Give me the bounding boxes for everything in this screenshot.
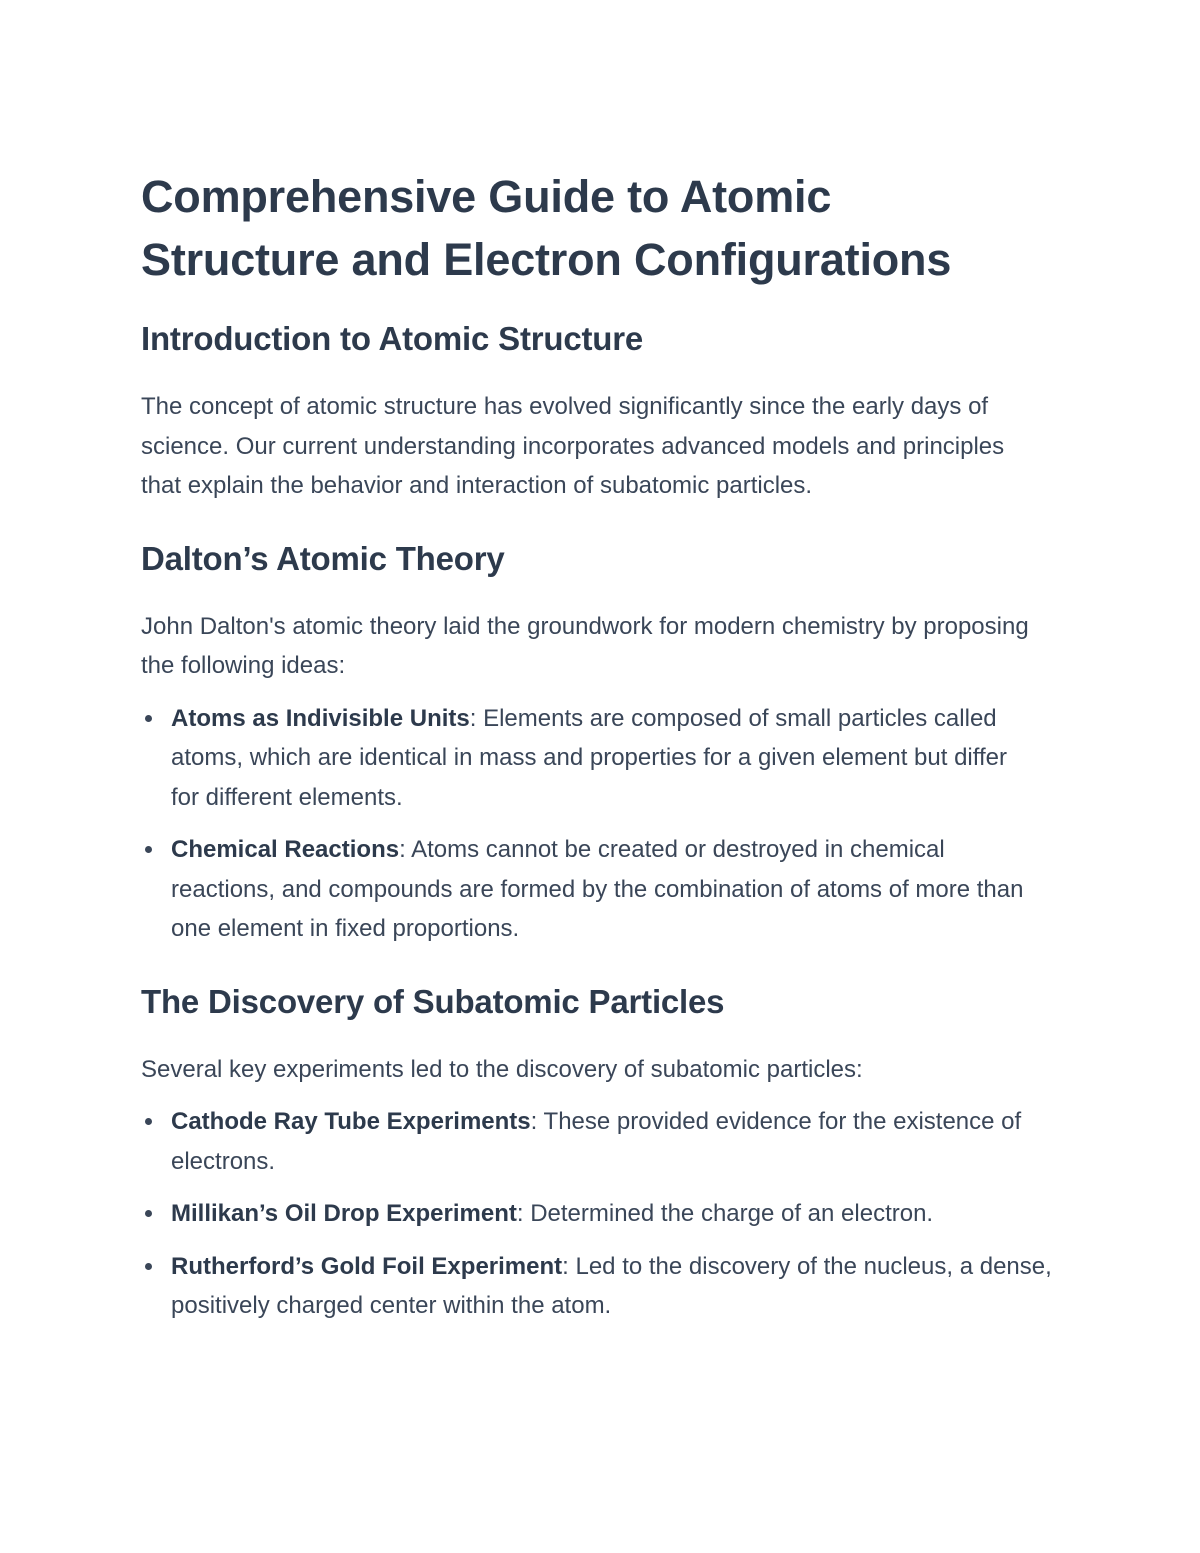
bullet-icon: [145, 1118, 152, 1125]
item-term: Cathode Ray Tube Experiments: [171, 1108, 531, 1135]
item-text: : Determined the charge of an electron.: [516, 1200, 934, 1227]
bullet-list: [141, 699, 1061, 949]
item-term: Millikan’s Oil Drop Experiment: [171, 1200, 517, 1227]
list-item: [141, 699, 1041, 818]
item-term: Atoms as Indivisible Units: [171, 704, 470, 732]
section-intro: Several key experiments led to the discovery of subatomic particles:: [141, 1055, 863, 1083]
list-item: [141, 1247, 1071, 1326]
item-text: : Atoms cannot be created or destroyed in chemical reactions, and compounds are formed by the combination of atoms of more than one element in fixed proportions.: [171, 836, 1024, 942]
item-term: Rutherford’s Gold Foil Experiment: [171, 1252, 563, 1280]
section-subatomic: [141, 982, 1061, 1326]
item-text: : These provided evidence for the existence of electrons.: [171, 1108, 1022, 1175]
bullet-icon: [145, 1263, 152, 1270]
section-introduction: [141, 319, 1061, 506]
section-heading: The Discovery of Subatomic Particles: [141, 982, 725, 1020]
section-intro: John Dalton's atomic theory laid the groundwork for modern chemistry by proposing the following ideas:: [141, 612, 1029, 679]
item-text: : Elements are composed of small particles called atoms, which are identical in mass and properties for a given element but differ for different elements.: [171, 704, 1007, 811]
document-page: [141, 165, 1061, 1326]
bullet-list: [141, 1102, 1061, 1326]
bullet-icon: [145, 846, 152, 853]
item-term: Chemical Reactions: [171, 836, 400, 863]
item-text: : Led to the discovery of the nucleus, a dense, positively charged center within the atom.: [171, 1252, 1052, 1319]
list-item: [141, 830, 1051, 949]
section-intro: The concept of atomic structure has evolved significantly since the early days of science. Our current understanding incorporates advanced models and principles that explain the behavior and interaction of subatomic particles.: [141, 393, 1005, 499]
bullet-icon: [145, 1210, 152, 1217]
section-heading: Dalton’s Atomic Theory: [141, 539, 505, 577]
document-title: Comprehensive Guide to Atomic Structure and Electron Configurations: [141, 171, 952, 285]
list-item: [141, 1102, 1031, 1181]
section-dalton: [141, 539, 1061, 949]
list-item: [141, 1194, 1061, 1234]
bullet-icon: [145, 715, 152, 722]
section-heading: Introduction to Atomic Structure: [141, 320, 644, 357]
